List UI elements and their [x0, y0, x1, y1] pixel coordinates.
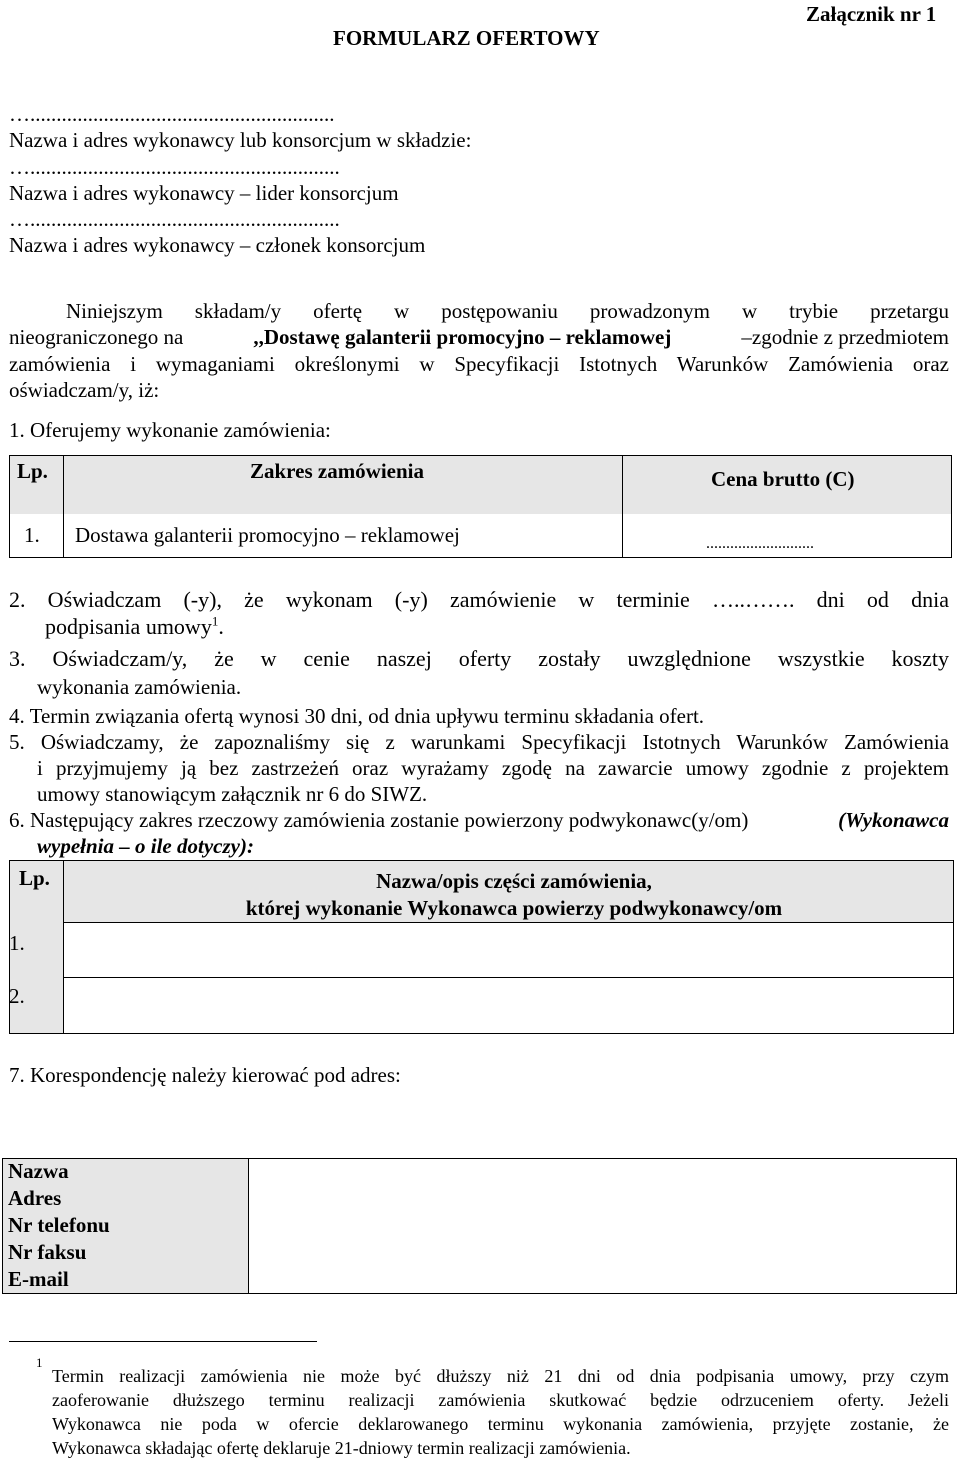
subcontractor-table-body	[63, 922, 954, 1034]
intro-line-2-start: nieograniczonego na	[9, 325, 184, 349]
address-label-address: Adres	[8, 1186, 62, 1210]
item-1-text: 1. Oferujemy wykonanie zamówienia:	[9, 418, 331, 442]
subcontractor-table-divider	[63, 860, 64, 1034]
contractor-line-2: Nazwa i adres wykonawcy – lider konsorcjum	[9, 181, 399, 205]
footnote-line-4: Wykonawca składając ofertę deklaruje 21-dniowy termin realizacji zamówienia.	[52, 1438, 631, 1458]
footnote-line-3: Wykonawca nie poda w ofercie deklarowanego terminu wykonania zamówienia, przyjęte zostanie, że	[52, 1414, 949, 1434]
item-6-line-2: wypełnia – o ile dotyczy):	[37, 834, 254, 858]
subcontractor-row-2: 2.	[9, 984, 25, 1008]
footnote-line-1: Termin realizacji zamówienia nie może być dłuższy niż 21 dni od dnia podpisania umowy, przy czym	[52, 1366, 949, 1386]
offer-row-lp: 1.	[24, 523, 40, 547]
contractor-dots-1: …..........................................................	[9, 102, 335, 126]
offer-table-divider	[63, 455, 64, 515]
item-3-line-2: wykonania zamówienia.	[37, 675, 242, 699]
subcontractor-row-1: 1.	[9, 931, 25, 955]
intro-line-2-end: –zgodnie z przedmiotem	[741, 325, 949, 349]
item-5-line-2: i przyjmujemy ją bez zastrzeżeń oraz wyrażamy zgodę na zawarcie umowy zgodnie z projektem	[37, 756, 949, 780]
offer-col-lp: Lp.	[17, 459, 48, 483]
subcontractor-col-lp: Lp.	[19, 866, 50, 890]
offer-row-price: ...........................	[706, 535, 814, 552]
intro-line-3: zamówienia i wymaganiami określonymi w Specyfikacji Istotnych Warunków Zamówienia oraz	[9, 352, 949, 376]
item-4-text: 4. Termin związania ofertą wynosi 30 dni, od dnia upływu terminu składania ofert.	[9, 704, 705, 728]
offer-table-divider	[622, 514, 623, 558]
intro-line-1: Niniejszym składam/y ofertę w postępowaniu prowadzonym w trybie przetargu	[66, 299, 949, 323]
address-label-name: Nazwa	[8, 1159, 69, 1183]
subcontractor-table-row-divider	[63, 977, 954, 978]
item-5-line-3: umowy stanowiącym załącznik nr 6 do SIWZ.	[37, 782, 428, 806]
item-2-text: podpisania umowy	[45, 614, 212, 639]
intro-line-2	[9, 324, 949, 351]
item-2-period: .	[218, 614, 224, 639]
footnote-mark: 1	[36, 1355, 43, 1370]
item-6-text: 6. Następujący zakres rzeczowy zamówienia zostanie powierzony podwykonawc(y/om)	[9, 808, 749, 832]
item-2-line-1: 2. Oświadczam (-y), że wykonam (-y) zamówienie w terminie …..……. dni od dnia	[9, 587, 949, 612]
footnote-ref: 1	[211, 613, 219, 629]
offer-col-price: Cena brutto (C)	[711, 467, 855, 491]
intro-subject: ,,Dostawę galanterii promocyjno – reklamowej	[253, 325, 672, 349]
item-6-line-1	[9, 807, 949, 834]
contractor-line-1: Nazwa i adres wykonawcy lub konsorcjum w składzie:	[9, 128, 472, 152]
address-label-phone: Nr telefonu	[8, 1213, 110, 1237]
footnote-separator	[9, 1341, 317, 1342]
item-3-line-1: 3. Oświadczam/y, że w cenie naszej oferty zostały uwzględnione wszystkie koszty	[9, 646, 949, 671]
contractor-line-3: Nazwa i adres wykonawcy – członek konsorcjum	[9, 233, 426, 257]
page-title: FORMULARZ OFERTOWY	[333, 26, 600, 50]
intro-line-4: oświadczam/y, iż:	[9, 378, 160, 402]
item-6-note: (Wykonawca	[838, 808, 949, 832]
offer-col-scope: Zakres zamówienia	[250, 459, 425, 483]
item-2-line-2	[45, 613, 224, 640]
address-table-values	[248, 1158, 957, 1294]
subcontractor-col-desc-2: której wykonanie Wykonawca powierzy podwykonawcy/om	[245, 896, 783, 920]
offer-table-divider	[63, 514, 64, 558]
footnote-line-2: zaoferowanie dłuższego terminu realizacji zamówienia skutkować będzie odrzuceniem oferty. Jeżeli	[52, 1390, 949, 1410]
address-label-fax: Nr faksu	[8, 1240, 87, 1264]
contractor-dots-2: …...........................................................	[9, 155, 340, 179]
contractor-dots-3: …...........................................................	[9, 207, 340, 231]
attachment-label: Załącznik nr 1	[806, 2, 937, 26]
item-7-text: 7. Korespondencję należy kierować pod adres:	[9, 1063, 401, 1087]
subcontractor-col-desc-1: Nazwa/opis części zamówienia,	[376, 869, 652, 893]
item-5-line-1: 5. Oświadczamy, że zapoznaliśmy się z warunkami Specyfikacji Istotnych Warunków Zamówienia	[9, 730, 949, 754]
offer-table-divider	[622, 455, 623, 515]
address-label-email: E-mail	[8, 1267, 69, 1291]
offer-row-scope: Dostawa galanterii promocyjno – reklamowej	[75, 523, 460, 547]
